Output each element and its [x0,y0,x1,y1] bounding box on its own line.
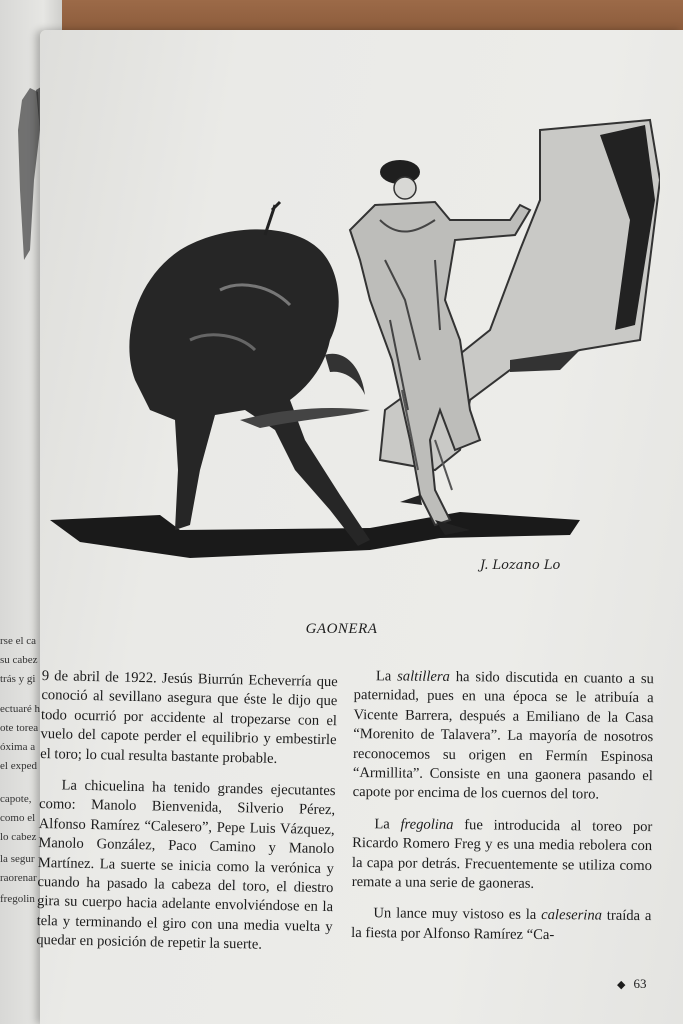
bullfight-illustration [40,110,660,610]
left-page-fragment: el exped [0,760,37,772]
emphasis: caleserina [541,907,603,925]
left-page-fragment: fregolin [0,893,35,905]
paragraph: La saltillera ha sido discutida en cuanto a su paternidad, pues en una época se le atribuía a Vicente Barrera, después a Emiliano de la Casa “Morenito de Talavera”. La mayoría de nosotros reconocemos su origen en Fermín Espinosa “Armillita”. Consiste en una gaonera pasando el capote por encima de los cuernos del toro. [352,668,654,804]
emphasis: saltillera [397,668,450,686]
left-page-fragment: como el [0,812,36,824]
ground-shadow [50,512,580,558]
paragraph: Un lance muy vistoso es la caleserina traída a la fiesta por Alfonso Ramírez “Ca- [351,905,652,943]
left-page-fragment: óxima a [0,741,36,753]
text-column-left [36,667,338,969]
left-page-fragment: trás y gi [0,673,36,685]
left-page-fragment: raorenar [0,872,37,884]
paragraph: La chicuelina ha tenido grandes ejecutantes como: Manolo Bienvenida, Silverio Pérez, Alfonso Ramírez “Calesero”, Pepe Luis Vázquez, Manolo González, Paco Camino y Manolo Martínez. La suerte se inicia como la verónica y cuando ha pasado la cabeza del toro, el diestro gira su cuerpo hacia adelante envolviéndose en la tela y terminando el giro con una media vuelta y quedar en posición de repetir la suerte. [36,777,336,953]
left-page-fragment: ote torea [0,722,39,734]
page-number-value: 63 [633,976,647,991]
left-page-fragment: la segur [0,853,35,865]
artist-signature: J. Lozano Lo [480,558,561,573]
paragraph: La fregolina fue introducida al toreo por Ricardo Romero Freg y es una media rebolera con la capa por detrás. Frecuentemente se utiliza como remate a una serie de gaoneras. [351,816,653,892]
left-page-fragment: lo cabez [0,831,37,843]
left-page-fragment: rse el ca [0,635,37,647]
text-column-right [351,667,654,958]
emphasis: fregolina [400,816,454,833]
left-page-fragment: su cabez [0,654,38,666]
left-page-fragment: ectuaré h [0,703,40,715]
figure-caption: GAONERA [305,621,378,637]
bull-figure [129,229,370,546]
paragraph: 9 de abril de 1922. Jesús Biurrún Echeverría que conoció al sevillano asegura que éste le dijo que todo ocurrió por accidente al tropezarse con el vuelo del capote perder el equilibrio y embestirle el toro; lo cual resulta bastante probable. [40,667,338,767]
diamond-icon: ◆ [617,979,626,991]
left-page-fragment: capote, [0,793,32,805]
page-number [617,976,646,992]
